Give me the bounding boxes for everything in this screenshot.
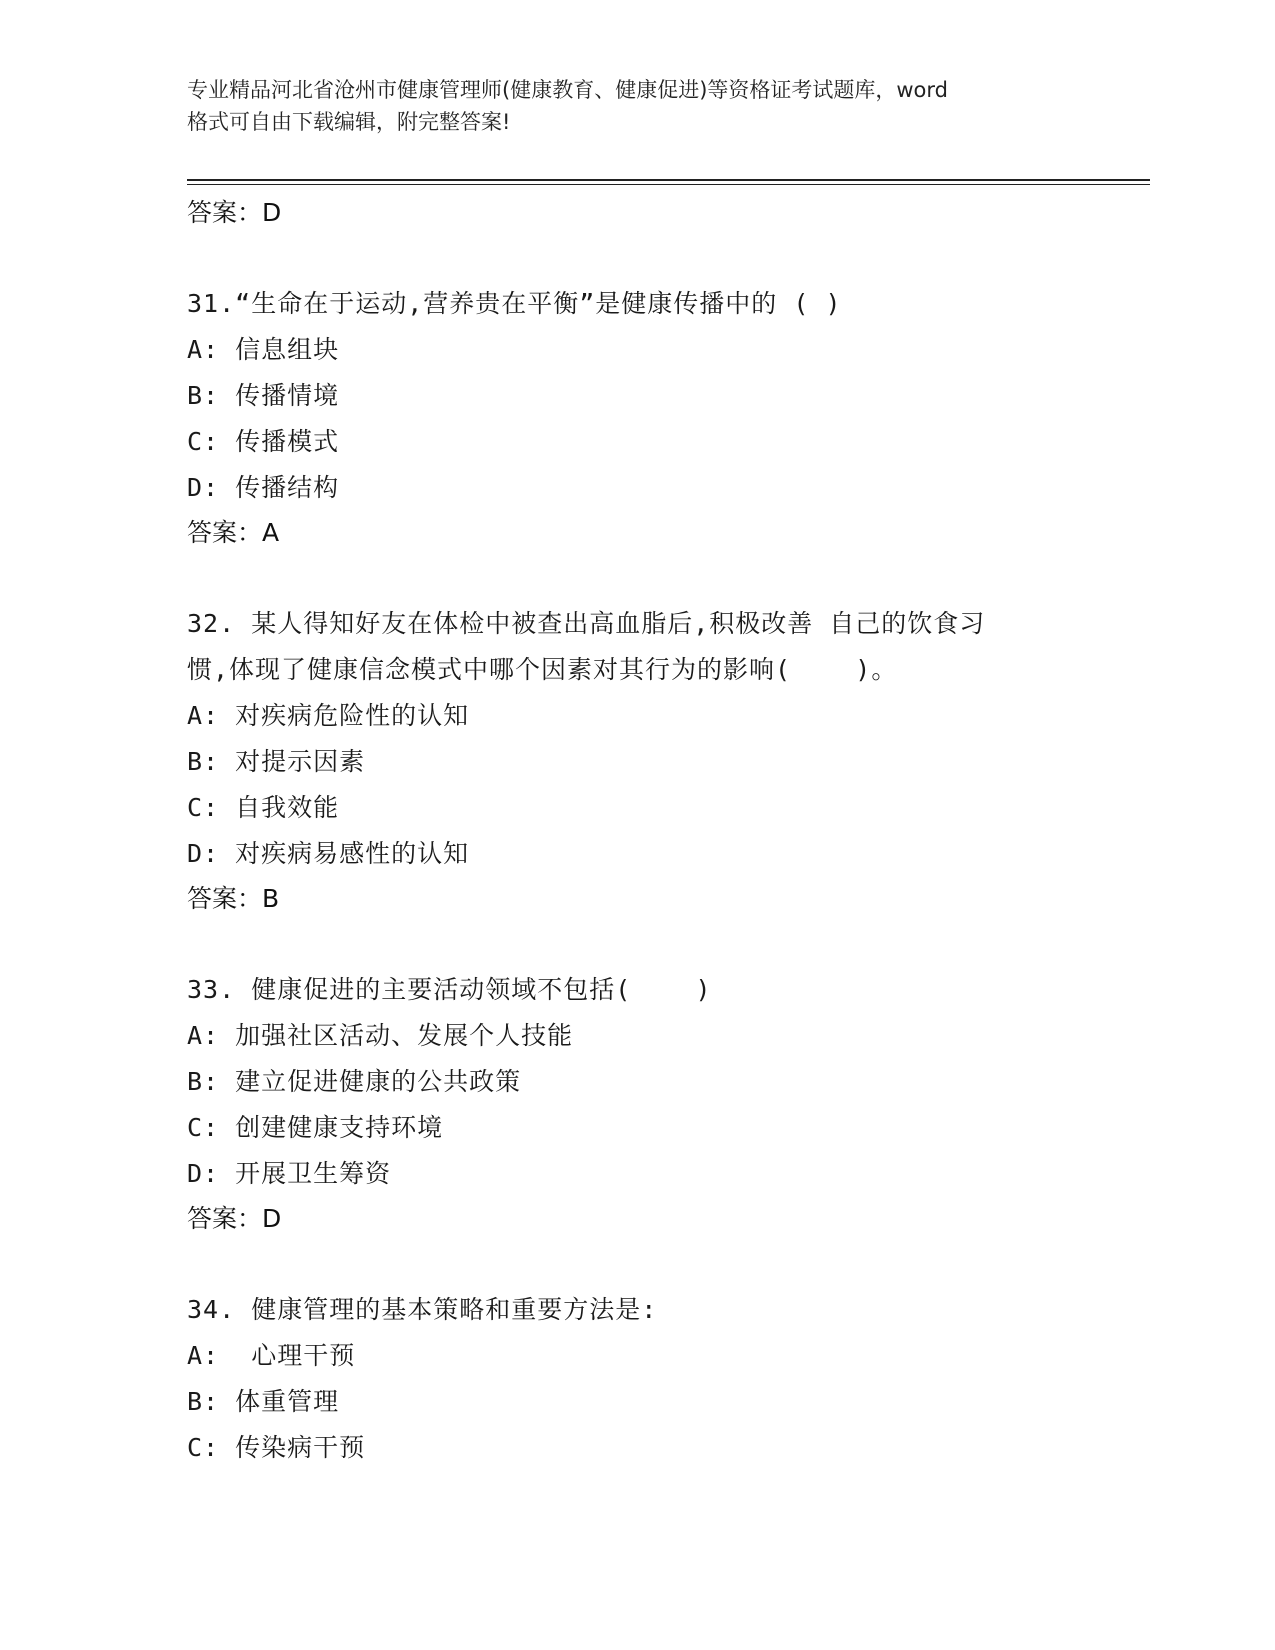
spacer [187, 921, 1087, 967]
question-text: 31.“生命在于运动,营养贵在平衡”是健康传播中的 ( ) [187, 289, 842, 318]
option-c: C: 传播模式 [187, 427, 340, 456]
option-c: C: 传染病干预 [187, 1433, 366, 1462]
spacer [187, 235, 1087, 281]
answer-label: 答案：D [187, 198, 282, 227]
option-b: B: 传播情境 [187, 381, 340, 410]
answer-label: 答案：D [187, 1204, 282, 1233]
question-31 [187, 281, 1087, 555]
header-divider [187, 179, 1150, 181]
header-divider-thin [187, 184, 1150, 185]
option-c: C: 自我效能 [187, 793, 340, 822]
option-b: B: 对提示因素 [187, 747, 366, 776]
option-d: D: 对疾病易感性的认知 [187, 839, 470, 868]
option-a: A: 对疾病危险性的认知 [187, 701, 470, 730]
question-text: 34. 健康管理的基本策略和重要方法是: [187, 1295, 658, 1324]
option-b: B: 建立促进健康的公共政策 [187, 1067, 522, 1096]
question-text: 33. 健康促进的主要活动领域不包括( ) [187, 975, 712, 1004]
option-d: D: 开展卫生筹资 [187, 1159, 392, 1188]
question-text: 32. 某人得知好友在体检中被查出高血脂后,积极改善 自己的饮食习 [187, 609, 986, 638]
option-b: B: 体重管理 [187, 1387, 340, 1416]
question-33 [187, 967, 1087, 1241]
answer-label: 答案：A [187, 518, 280, 547]
spacer [187, 1241, 1087, 1287]
header-line-1: 专业精品河北省沧州市健康管理师(健康教育、健康促进)等资格证考试题库，word [187, 78, 949, 102]
document-header [187, 74, 1087, 138]
option-a: A: 心理干预 [187, 1341, 356, 1370]
question-text-cont: 惯,体现了健康信念模式中哪个因素对其行为的影响( )。 [187, 655, 898, 684]
option-a: A: 加强社区活动、发展个人技能 [187, 1021, 574, 1050]
option-a: A: 信息组块 [187, 335, 340, 364]
option-d: D: 传播结构 [187, 473, 340, 502]
question-list [187, 191, 1087, 1471]
question-34 [187, 1287, 1087, 1471]
question-32 [187, 601, 1087, 921]
spacer [187, 555, 1087, 601]
answer-label: 答案：B [187, 884, 280, 913]
header-line-2: 格式可自由下载编辑，附完整答案! [187, 110, 511, 134]
option-c: C: 创建健康支持环境 [187, 1113, 444, 1142]
